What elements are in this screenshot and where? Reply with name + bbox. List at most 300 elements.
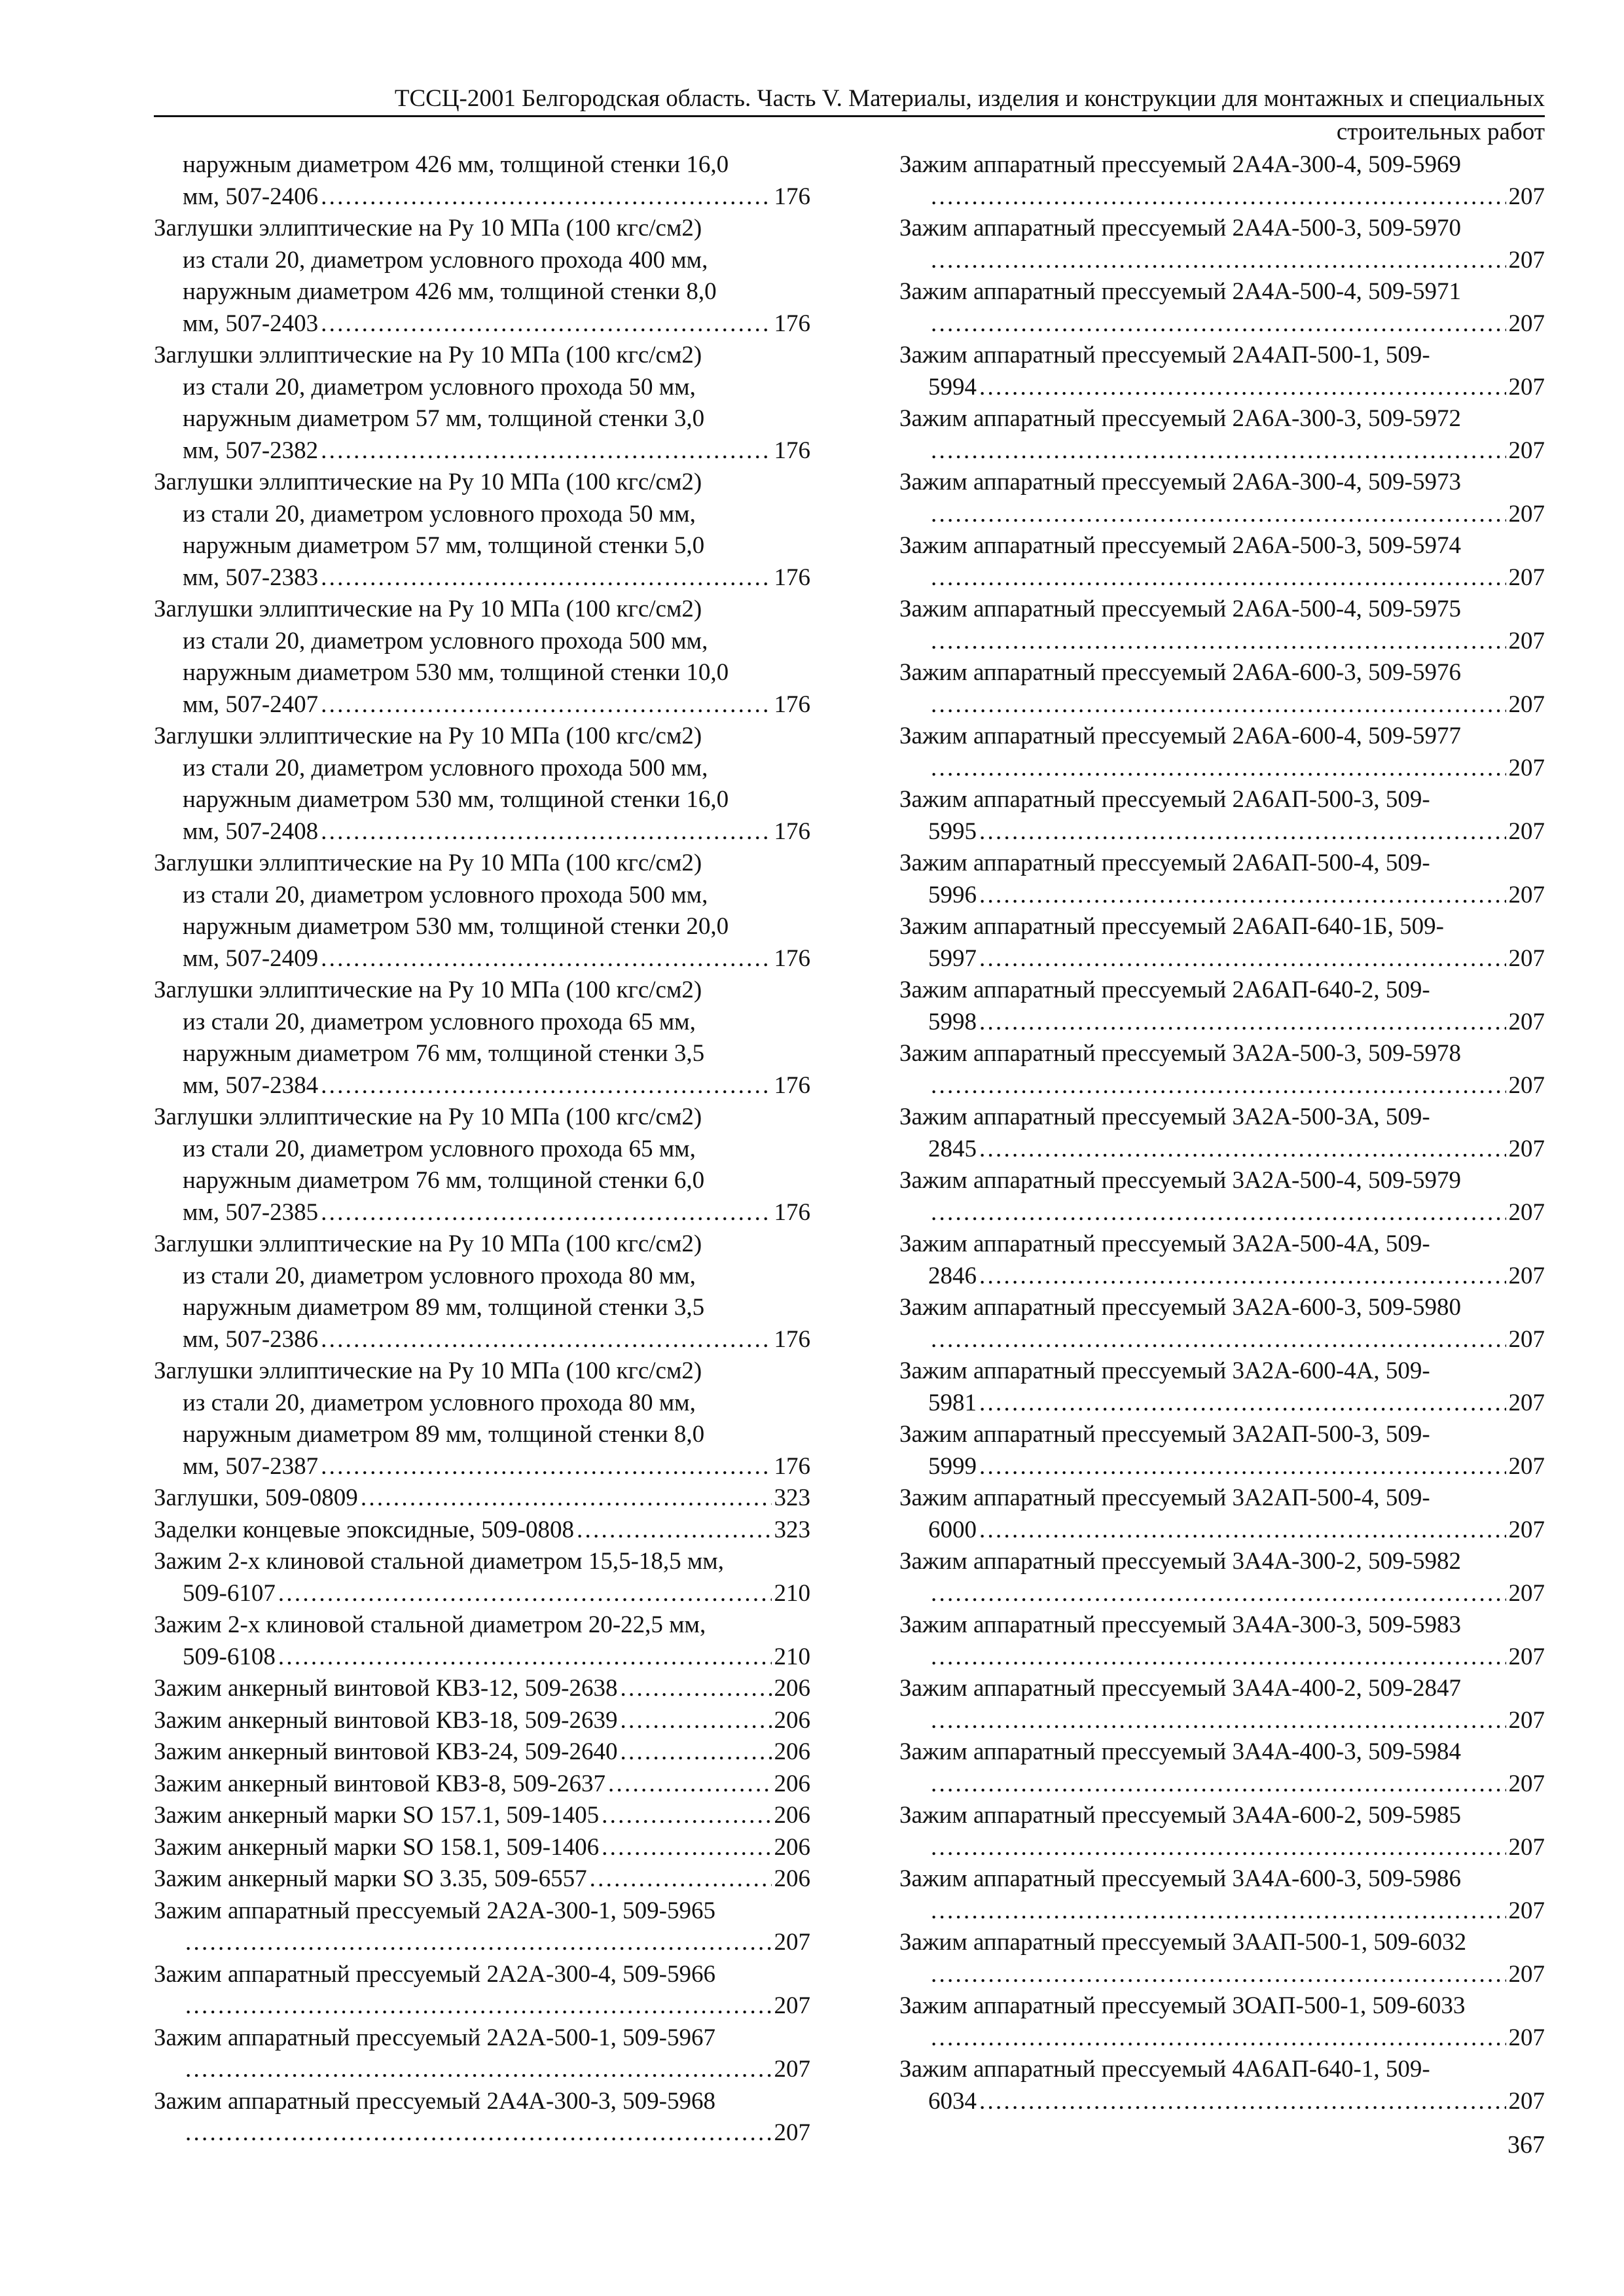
entry-leader-line: [928, 1324, 1545, 1356]
index-entry: [899, 213, 1545, 276]
entry-text-line: Зажим аппаратный прессуемый 3А4А-600-3, 509-5986: [899, 1865, 1461, 1892]
entry-leader-line: [183, 2117, 810, 2149]
entry-page-ref: 206: [774, 1738, 810, 1765]
dot-leader: [321, 308, 771, 340]
entry-leader-line: [183, 181, 810, 213]
entry-text-line: Зажим аппаратный прессуемый 3ОАП-500-1, 509-6033: [899, 1992, 1466, 2019]
index-entry: [154, 1768, 810, 1801]
entry-text-line: Зажим аппаратный прессуемый 3А4А-300-3, 509-5983: [899, 1611, 1461, 1638]
index-entry: [899, 2054, 1545, 2117]
entry-last-text: мм, 507-2406: [183, 183, 319, 210]
entry-text-line: из стали 20, диаметром условного прохода 500 мм,: [183, 754, 708, 781]
dot-leader: [321, 562, 771, 594]
entry-leader-line: [928, 2022, 1545, 2054]
dot-leader: [931, 1768, 1506, 1801]
dot-leader: [931, 753, 1506, 785]
dot-leader: [185, 2054, 772, 2086]
index-entry: [899, 911, 1545, 975]
entry-page-ref: 207: [1508, 817, 1545, 845]
entry-page-ref: 207: [1508, 1706, 1545, 1734]
entry-page-ref: 207: [1508, 1389, 1545, 1416]
index-entry: [899, 1292, 1545, 1355]
entry-page-ref: 207: [1508, 1325, 1545, 1353]
index-entry: [899, 848, 1545, 911]
entry-leader-line: [928, 1895, 1545, 1928]
index-entry: [154, 1959, 810, 2022]
entry-text-line: Заглушки эллиптические на Ру 10 МПа (100 кгс/см2): [154, 1357, 702, 1384]
entry-text-line: наружным диаметром 426 мм, толщиной стенки 8,0: [183, 278, 717, 305]
entry-text-line: Зажим аппаратный прессуемый 3ААП-500-1, 509-6032: [899, 1929, 1467, 1956]
entry-page-ref: 207: [1508, 310, 1545, 337]
entry-text-line: Зажим аппаратный прессуемый 2А6АП-500-3, 509-: [899, 786, 1430, 813]
entry-leader-line: [183, 1927, 810, 1959]
entry-page-ref: 176: [774, 691, 810, 718]
index-entry: [154, 1609, 810, 1673]
entry-leader-line: [183, 943, 810, 975]
dot-leader: [979, 372, 1506, 404]
entry-page-ref: 207: [1508, 691, 1545, 718]
index-entry: [899, 530, 1545, 594]
entry-leader-line: [928, 2086, 1545, 2118]
entry-page-ref: 206: [774, 1770, 810, 1797]
dot-leader: [602, 1832, 771, 1864]
index-entry: [899, 1102, 1545, 1165]
index-entry: [899, 721, 1545, 784]
entry-leader-line: [928, 1641, 1545, 1674]
index-entry: [899, 1165, 1545, 1229]
entry-last-text: мм, 507-2382: [183, 437, 319, 464]
dot-leader: [931, 1705, 1506, 1737]
entry-page-ref: 176: [774, 437, 810, 464]
entry-text-line: Зажим аппаратный прессуемый 3А4А-600-2, 509-5985: [899, 1802, 1461, 1829]
entry-last-text: 5999: [928, 1452, 977, 1480]
dot-leader: [931, 1959, 1506, 1991]
entry-leader-line: [928, 562, 1545, 594]
entry-page-ref: 323: [774, 1516, 810, 1543]
index-entry: [154, 1355, 810, 1482]
entry-page-ref: 207: [1508, 754, 1545, 781]
entry-page-ref: 206: [774, 1706, 810, 1734]
entry-text-line: Заглушки эллиптические на Ру 10 МПа (100 кгс/см2): [154, 215, 702, 242]
index-entry: [154, 1736, 810, 1768]
entry-leader-line: [928, 753, 1545, 785]
entry-leader-line: [928, 245, 1545, 277]
entry-text-line: Заглушки эллиптические на Ру 10 МПа (100 кгс/см2): [154, 977, 702, 1003]
entry-leader-line: [928, 689, 1545, 721]
dot-leader: [620, 1673, 771, 1705]
page-number: 367: [1507, 2131, 1545, 2159]
index-entry: [899, 1673, 1545, 1736]
entry-leader-line: [928, 1451, 1545, 1483]
dot-leader: [620, 1736, 771, 1768]
entry-page-ref: 176: [774, 564, 810, 591]
entry-last-text: мм, 507-2408: [183, 817, 319, 845]
entry-last-text: мм, 507-2383: [183, 564, 319, 591]
entry-text-line: наружным диаметром 530 мм, толщиной стенки 10,0: [183, 659, 729, 686]
entry-page-ref: 206: [774, 1675, 810, 1702]
entry-leader-line: [154, 1705, 810, 1737]
dot-leader: [931, 181, 1506, 213]
entry-text-line: наружным диаметром 530 мм, толщиной стенки 16,0: [183, 786, 729, 813]
entry-text-line: Зажим аппаратный прессуемый 3А2А-500-4А, 509-: [899, 1230, 1430, 1257]
entry-page-ref: 207: [1508, 1008, 1545, 1035]
entry-text-line: Зажим аппаратный прессуемый 2А2А-300-4, 509-5966: [154, 1960, 715, 1988]
dot-leader: [931, 1197, 1506, 1229]
entry-page-ref: 207: [774, 2056, 810, 2083]
dot-leader: [979, 816, 1506, 848]
entry-page-ref: 207: [1508, 1579, 1545, 1607]
entry-leader-line: [928, 1578, 1545, 1610]
dot-leader: [979, 880, 1506, 912]
entry-leader-line: [928, 880, 1545, 912]
entry-text-line: из стали 20, диаметром условного прохода 400 мм,: [183, 246, 708, 274]
dot-leader: [321, 816, 771, 848]
entry-text-line: из стали 20, диаметром условного прохода 80 мм,: [183, 1389, 696, 1416]
entry-leader-line: [183, 1990, 810, 2022]
entry-page-ref: 207: [1508, 1071, 1545, 1099]
entry-leader-line: [183, 1451, 810, 1483]
entry-page-ref: 207: [1508, 500, 1545, 528]
entry-last-text: Заглушки, 509-0809: [154, 1484, 358, 1511]
entry-text-line: из стали 20, диаметром условного прохода 500 мм,: [183, 881, 708, 908]
index-entry: [154, 1515, 810, 1547]
dot-leader: [321, 943, 771, 975]
entry-last-text: Зажим анкерный винтовой КВЗ-24, 509-2640: [154, 1738, 618, 1765]
index-entry: [154, 594, 810, 721]
entry-page-ref: 207: [1508, 1452, 1545, 1480]
entry-page-ref: 206: [774, 1802, 810, 1829]
entry-page-ref: 207: [1508, 1833, 1545, 1861]
dot-leader: [931, 626, 1506, 658]
entry-page-ref: 176: [774, 183, 810, 210]
entry-page-ref: 207: [1508, 881, 1545, 908]
entry-leader-line: [183, 689, 810, 721]
entry-last-text: 5995: [928, 817, 977, 845]
dot-leader: [931, 689, 1506, 721]
entry-last-text: Зажим анкерный марки SO 157.1, 509-1405: [154, 1802, 600, 1829]
entry-page-ref: 207: [1508, 627, 1545, 655]
entry-leader-line: [928, 1388, 1545, 1420]
index-entry: [154, 848, 810, 975]
entry-text-line: наружным диаметром 76 мм, толщиной стенки 6,0: [183, 1167, 705, 1194]
dot-leader: [620, 1705, 771, 1737]
entry-leader-line: [928, 1959, 1545, 1991]
entry-text-line: наружным диаметром 57 мм, толщиной стенки 3,0: [183, 405, 705, 432]
index-entry: [154, 1102, 810, 1229]
entry-leader-line: [183, 1641, 810, 1674]
entry-leader-line: [154, 1768, 810, 1801]
entry-leader-line: [928, 1515, 1545, 1547]
entry-page-ref: 206: [774, 1865, 810, 1892]
dot-leader: [931, 562, 1506, 594]
index-entry: [899, 1038, 1545, 1102]
entry-page-ref: 207: [1508, 1198, 1545, 1226]
entry-last-text: мм, 507-2407: [183, 691, 319, 718]
index-entry: [899, 784, 1545, 848]
entry-page-ref: 176: [774, 1198, 810, 1226]
entry-text-line: Зажим аппаратный прессуемый 2А2А-300-1, 509-5965: [154, 1897, 715, 1924]
index-column-left: [154, 149, 810, 2149]
entry-last-text: Заделки концевые эпоксидные, 509-0808: [154, 1516, 575, 1543]
entry-text-line: Зажим аппаратный прессуемый 2А6А-300-3, 509-5972: [899, 405, 1461, 432]
entry-text-line: Заглушки эллиптические на Ру 10 МПа (100 кгс/см2): [154, 850, 702, 876]
entry-page-ref: 176: [774, 1071, 810, 1099]
entry-text-line: из стали 20, диаметром условного прохода 50 мм,: [183, 373, 696, 401]
entry-leader-line: [183, 1324, 810, 1356]
dot-leader: [931, 308, 1506, 340]
entry-leader-line: [928, 435, 1545, 467]
index-entry: [899, 1927, 1545, 1990]
entry-page-ref: 176: [774, 944, 810, 972]
entry-page-ref: 207: [1508, 1897, 1545, 1924]
entry-text-line: Зажим аппаратный прессуемый 2А4А-500-3, 509-5970: [899, 215, 1461, 242]
dot-leader: [577, 1515, 771, 1547]
entry-last-text: 2845: [928, 1135, 977, 1162]
entry-leader-line: [183, 435, 810, 467]
entry-text-line: Зажим аппаратный прессуемый 3А2А-500-3А, 509-: [899, 1103, 1430, 1130]
index-entry: [154, 340, 810, 467]
entry-leader-line: [928, 943, 1545, 975]
index-entry: [154, 1895, 810, 1959]
entry-page-ref: 207: [1508, 1516, 1545, 1543]
index-entry: [899, 1482, 1545, 1546]
entry-text-line: Зажим аппаратный прессуемый 2А6АП-640-1Б, 509-: [899, 913, 1444, 940]
dot-leader: [979, 943, 1506, 975]
index-entry: [154, 2086, 810, 2149]
dot-leader: [321, 1324, 771, 1356]
entry-text-line: Зажим аппаратный прессуемый 2А6А-500-3, 509-5974: [899, 532, 1461, 559]
entry-text-line: Зажим аппаратный прессуемый 2А2А-500-1, 509-5967: [154, 2024, 715, 2051]
index-entry: [899, 1229, 1545, 1292]
entry-text-line: Зажим аппаратный прессуемый 2А6А-600-4, 509-5977: [899, 723, 1461, 749]
entry-text-line: Зажим аппаратный прессуемый 3А4А-300-2, 509-5982: [899, 1548, 1461, 1575]
entry-leader-line: [183, 816, 810, 848]
entry-text-line: Зажим аппаратный прессуемый 4А6АП-640-1, 509-: [899, 2056, 1430, 2083]
entry-last-text: 5996: [928, 881, 977, 908]
dot-leader: [602, 1800, 771, 1832]
entry-last-text: 509-6107: [183, 1579, 276, 1607]
dot-leader: [278, 1641, 772, 1674]
dot-leader: [590, 1863, 772, 1895]
entry-leader-line: [154, 1832, 810, 1864]
entry-text-line: Заглушки эллиптические на Ру 10 МПа (100 кгс/см2): [154, 596, 702, 622]
entry-last-text: Зажим анкерный винтовой КВЗ-12, 509-2638: [154, 1675, 618, 1702]
entry-page-ref: 207: [774, 1929, 810, 1956]
index-entry: [899, 1609, 1545, 1673]
entry-last-text: Зажим анкерный винтовой КВЗ-8, 509-2637: [154, 1770, 605, 1797]
entry-leader-line: [183, 308, 810, 340]
entry-leader-line: [928, 1705, 1545, 1737]
index-entry: [899, 467, 1545, 530]
index-entry: [899, 594, 1545, 657]
entry-page-ref: 206: [774, 1833, 810, 1861]
dot-leader: [931, 1324, 1506, 1356]
entry-page-ref: 207: [1508, 437, 1545, 464]
entry-leader-line: [928, 499, 1545, 531]
entry-text-line: Зажим аппаратный прессуемый 2А4А-300-3, 509-5968: [154, 2087, 715, 2115]
entry-page-ref: 323: [774, 1484, 810, 1511]
entry-text-line: из стали 20, диаметром условного прохода 500 мм,: [183, 627, 708, 655]
entry-last-text: мм, 507-2385: [183, 1198, 319, 1226]
entry-page-ref: 207: [1508, 183, 1545, 210]
entry-text-line: Заглушки эллиптические на Ру 10 МПа (100 кгс/см2): [154, 1103, 702, 1130]
header-title: ТССЦ-2001 Белгородская область. Часть V. Материалы, изделия и конструкции для монтажных и специальных: [394, 85, 1545, 112]
entry-page-ref: 176: [774, 310, 810, 337]
entry-page-ref: 176: [774, 1452, 810, 1480]
entry-text-line: наружным диаметром 89 мм, толщиной стенки 8,0: [183, 1421, 705, 1448]
entry-text-line: наружным диаметром 530 мм, толщиной стенки 20,0: [183, 913, 729, 940]
entry-text-line: Зажим аппаратный прессуемый 3А2АП-500-4, 509-: [899, 1484, 1430, 1511]
dot-leader: [185, 1927, 772, 1959]
dot-leader: [321, 1451, 771, 1483]
entry-page-ref: 207: [1508, 564, 1545, 591]
index-entry: [899, 975, 1545, 1038]
entry-text-line: Зажим аппаратный прессуемый 2А6А-600-3, 509-5976: [899, 659, 1461, 686]
entry-leader-line: [154, 1736, 810, 1768]
entry-text-line: наружным диаметром 426 мм, толщиной стенки 16,0: [183, 151, 729, 178]
entry-page-ref: 176: [774, 817, 810, 845]
entry-text-line: из стали 20, диаметром условного прохода 80 мм,: [183, 1262, 696, 1289]
index-entry: [899, 340, 1545, 403]
index-entry: [154, 721, 810, 848]
entry-text-line: Зажим 2-х клиновой стальной диаметром 20-22,5 мм,: [154, 1611, 706, 1638]
dot-leader: [185, 1990, 772, 2022]
entry-last-text: 5997: [928, 944, 977, 972]
index-entry: [899, 403, 1545, 467]
dot-leader: [979, 1007, 1506, 1039]
dot-leader: [931, 2022, 1506, 2054]
entry-text-line: Зажим аппаратный прессуемый 3А2А-600-3, 509-5980: [899, 1294, 1461, 1321]
entry-text-line: Зажим аппаратный прессуемый 3А2АП-500-3, 509-: [899, 1421, 1430, 1448]
entry-leader-line: [154, 1515, 810, 1547]
entry-text-line: Зажим аппаратный прессуемый 2А4АП-500-1, 509-: [899, 342, 1430, 368]
entry-leader-line: [183, 2054, 810, 2086]
entry-text-line: Зажим аппаратный прессуемый 2А4А-300-4, 509-5969: [899, 151, 1461, 178]
entry-page-ref: 207: [1508, 2087, 1545, 2115]
dot-leader: [979, 1515, 1506, 1547]
dot-leader: [931, 245, 1506, 277]
entry-leader-line: [928, 181, 1545, 213]
entry-leader-line: [154, 1863, 810, 1895]
dot-leader: [321, 1197, 771, 1229]
entry-leader-line: [154, 1800, 810, 1832]
index-entry: [899, 1419, 1545, 1482]
index-entry: [154, 1863, 810, 1895]
entry-page-ref: 207: [1508, 1135, 1545, 1162]
dot-leader: [321, 1070, 771, 1102]
entry-last-text: мм, 507-2387: [183, 1452, 319, 1480]
entry-page-ref: 210: [774, 1579, 810, 1607]
index-entry: [899, 1990, 1545, 2054]
entry-last-text: мм, 507-2386: [183, 1325, 319, 1353]
entry-leader-line: [154, 1673, 810, 1705]
header-subtitle: строительных работ: [1336, 118, 1545, 145]
entry-leader-line: [183, 1070, 810, 1102]
entry-text-line: Зажим аппаратный прессуемый 2А6АП-500-4, 509-: [899, 850, 1430, 876]
index-entry: [899, 1736, 1545, 1800]
entry-last-text: 5998: [928, 1008, 977, 1035]
entry-page-ref: 207: [1508, 1960, 1545, 1988]
dot-leader: [278, 1578, 772, 1610]
entry-leader-line: [154, 1482, 810, 1515]
entry-text-line: из стали 20, диаметром условного прохода 65 мм,: [183, 1135, 696, 1162]
entry-text-line: из стали 20, диаметром условного прохода 65 мм,: [183, 1008, 696, 1035]
index-entry: [154, 2022, 810, 2086]
dot-leader: [931, 1070, 1506, 1102]
index-entry: [899, 1546, 1545, 1609]
dot-leader: [931, 1641, 1506, 1674]
entry-leader-line: [928, 1197, 1545, 1229]
entry-page-ref: 207: [1508, 2024, 1545, 2051]
entry-last-text: мм, 507-2384: [183, 1071, 319, 1099]
index-entry: [899, 1355, 1545, 1419]
dot-leader: [185, 2117, 772, 2149]
dot-leader: [979, 1451, 1506, 1483]
entry-text-line: Зажим аппаратный прессуемый 2А4А-500-4, 509-5971: [899, 278, 1461, 305]
entry-leader-line: [928, 372, 1545, 404]
entry-leader-line: [928, 308, 1545, 340]
dot-leader: [931, 499, 1506, 531]
entry-last-text: мм, 507-2409: [183, 944, 319, 972]
index-entry: [899, 276, 1545, 340]
index-entry: [899, 1800, 1545, 1863]
index-entry: [154, 1832, 810, 1864]
dot-leader: [931, 1832, 1506, 1864]
index-entry: [154, 1800, 810, 1832]
entry-page-ref: 207: [1508, 1770, 1545, 1797]
entry-last-text: 6000: [928, 1516, 977, 1543]
index-entry: [154, 149, 810, 213]
index-entry: [899, 1863, 1545, 1927]
entry-text-line: наружным диаметром 89 мм, толщиной стенки 3,5: [183, 1294, 705, 1321]
entry-last-text: 6034: [928, 2087, 977, 2115]
dot-leader: [931, 435, 1506, 467]
entry-text-line: Зажим аппаратный прессуемый 3А4А-400-2, 509-2847: [899, 1675, 1461, 1702]
entry-page-ref: 207: [774, 1992, 810, 2019]
entry-last-text: мм, 507-2403: [183, 310, 319, 337]
index-entry: [154, 1482, 810, 1515]
entry-text-line: Зажим аппаратный прессуемый 3А2А-500-3, 509-5978: [899, 1040, 1461, 1067]
entry-leader-line: [928, 1832, 1545, 1864]
entry-leader-line: [183, 562, 810, 594]
entry-text-line: из стали 20, диаметром условного прохода 50 мм,: [183, 500, 696, 528]
entry-text-line: Зажим аппаратный прессуемый 3А2А-600-4А, 509-: [899, 1357, 1430, 1384]
dot-leader: [931, 1895, 1506, 1928]
entry-leader-line: [928, 1070, 1545, 1102]
index-entry: [154, 467, 810, 594]
entry-text-line: Зажим аппаратный прессуемый 2А6А-300-4, 509-5973: [899, 469, 1461, 495]
dot-leader: [931, 1578, 1506, 1610]
index-entry: [899, 149, 1545, 213]
entry-last-text: Зажим анкерный марки SO 3.35, 509-6557: [154, 1865, 587, 1892]
dot-leader: [361, 1482, 772, 1515]
entry-page-ref: 176: [774, 1325, 810, 1353]
entry-text-line: Зажим аппаратный прессуемый 2А6А-500-4, 509-5975: [899, 596, 1461, 622]
entry-text-line: Заглушки эллиптические на Ру 10 МПа (100 кгс/см2): [154, 342, 702, 368]
dot-leader: [321, 689, 771, 721]
entry-last-text: 5981: [928, 1389, 977, 1416]
entry-leader-line: [928, 1768, 1545, 1801]
entry-leader-line: [928, 1261, 1545, 1293]
index-entry: [899, 657, 1545, 721]
entry-last-text: 5994: [928, 373, 977, 401]
index-entry: [154, 1229, 810, 1355]
entry-leader-line: [183, 1578, 810, 1610]
entry-text-line: Заглушки эллиптические на Ру 10 МПа (100 кгс/см2): [154, 723, 702, 749]
entry-page-ref: 207: [1508, 1643, 1545, 1670]
entry-text-line: Заглушки эллиптические на Ру 10 МПа (100 кгс/см2): [154, 469, 702, 495]
entry-leader-line: [928, 1007, 1545, 1039]
